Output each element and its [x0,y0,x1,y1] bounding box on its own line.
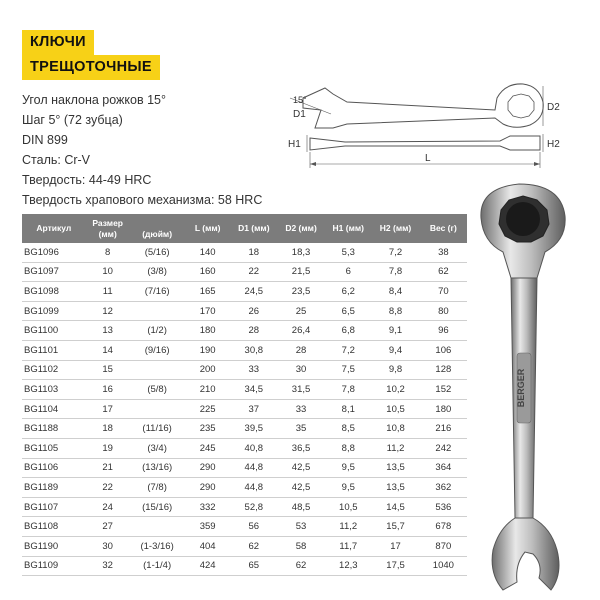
cell-d2: 53 [277,517,325,537]
cell-article: BG1097 [22,262,86,282]
table-row [22,458,467,478]
cell-size-in: (1/2) [130,321,185,341]
cell-weight: 242 [420,438,467,458]
cell-article: BG1189 [22,478,86,498]
size-mm-label: (мм) [98,228,117,239]
cell-size-in [130,360,185,380]
cell-h1: 7,8 [325,380,371,400]
brand-label: BERGER [516,368,526,408]
cell-size-in [130,399,185,419]
cell-d1: 39,5 [231,419,277,439]
l-label: L [425,153,431,164]
spec-angle: Угол наклона рожков 15° [22,93,166,107]
cell-d1: 30,8 [231,340,277,360]
cell-h1: 6 [325,262,371,282]
cell-d1: 44,8 [231,458,277,478]
cell-l: 235 [185,419,231,439]
table-row [22,340,467,360]
cell-h1: 6,8 [325,321,371,341]
cell-article: BG1109 [22,556,86,576]
spec-hardness: Твердость: 44-49 HRC [22,173,152,187]
cell-size-mm: 30 [86,536,130,556]
cell-weight: 96 [420,321,467,341]
spec-step: Шаг 5° (72 зубца) [22,113,123,127]
cell-d2: 42,5 [277,458,325,478]
cell-size-mm: 13 [86,321,130,341]
cell-article: BG1098 [22,282,86,302]
cell-l: 404 [185,536,231,556]
angle-label: 15° [293,95,307,105]
table-row [22,438,467,458]
cell-h2: 10,2 [371,380,419,400]
cell-size-mm: 12 [86,301,130,321]
cell-size-mm: 19 [86,438,130,458]
cell-d2: 21,5 [277,262,325,282]
cell-h1: 8,5 [325,419,371,439]
cell-article: BG1190 [22,536,86,556]
cell-h2: 8,8 [371,301,419,321]
cell-h2: 10,5 [371,399,419,419]
cell-d2: 33 [277,399,325,419]
table-row [22,360,467,380]
cell-h2: 7,8 [371,262,419,282]
cell-size-mm: 24 [86,497,130,517]
cell-weight: 870 [420,536,467,556]
cell-d2: 30 [277,360,325,380]
cell-h1: 10,5 [325,497,371,517]
cell-size-in: (5/16) [130,243,185,262]
cell-d1: 28 [231,321,277,341]
table-row [22,243,467,262]
table-header-row [22,214,467,243]
spec-list [22,90,262,210]
cell-size-in: (15/16) [130,497,185,517]
col-size-in [130,214,185,243]
table-row [22,262,467,282]
title-line-1: КЛЮЧИ [22,30,94,55]
cell-h1: 9,5 [325,478,371,498]
cell-d1: 52,8 [231,497,277,517]
cell-h2: 9,8 [371,360,419,380]
title-line-2: ТРЕЩОТОЧНЫЕ [22,55,160,80]
cell-d2: 36,5 [277,438,325,458]
col-size-mm [86,214,130,243]
cell-d2: 58 [277,536,325,556]
size-label: Размер [92,217,123,228]
cell-h2: 7,2 [371,243,419,262]
h1-label: H1 [288,139,301,150]
spec-table [22,214,467,576]
size-in-label: (дюйм) [142,228,173,239]
cell-size-in [130,301,185,321]
cell-size-mm: 16 [86,380,130,400]
cell-size-in: (1-1/4) [130,556,185,576]
cell-article: BG1102 [22,360,86,380]
cell-l: 245 [185,438,231,458]
cell-d1: 22 [231,262,277,282]
cell-size-in: (11/16) [130,419,185,439]
cell-size-mm: 15 [86,360,130,380]
col-d2: D2 (мм) [285,223,317,233]
cell-h1: 7,2 [325,340,371,360]
cell-h1: 11,2 [325,517,371,537]
spec-steel: Сталь: Cr-V [22,153,91,167]
cell-article: BG1099 [22,301,86,321]
cell-d2: 42,5 [277,478,325,498]
cell-d2: 35 [277,419,325,439]
cell-d2: 23,5 [277,282,325,302]
cell-d1: 62 [231,536,277,556]
cell-d1: 26 [231,301,277,321]
col-h2: H2 (мм) [379,223,412,233]
cell-d1: 33 [231,360,277,380]
cell-size-mm: 21 [86,458,130,478]
cell-d2: 31,5 [277,380,325,400]
cell-weight: 128 [420,360,467,380]
table-row [22,497,467,517]
cell-size-in: (3/4) [130,438,185,458]
cell-l: 160 [185,262,231,282]
cell-size-mm: 14 [86,340,130,360]
cell-article: BG1101 [22,340,86,360]
cell-d2: 18,3 [277,243,325,262]
cell-d2: 62 [277,556,325,576]
cell-h1: 5,3 [325,243,371,262]
cell-article: BG1104 [22,399,86,419]
table-row [22,419,467,439]
cell-l: 424 [185,556,231,576]
col-l: L (мм) [194,223,221,233]
table-row [22,399,467,419]
cell-h2: 9,1 [371,321,419,341]
cell-weight: 362 [420,478,467,498]
cell-h1: 8,1 [325,399,371,419]
d1-label: D1 [293,109,306,120]
cell-h2: 14,5 [371,497,419,517]
cell-weight: 180 [420,399,467,419]
cell-size-mm: 17 [86,399,130,419]
cell-size-mm: 32 [86,556,130,576]
cell-article: BG1100 [22,321,86,341]
cell-h1: 9,5 [325,458,371,478]
col-weight: Вес (г) [429,223,457,233]
cell-l: 170 [185,301,231,321]
cell-l: 200 [185,360,231,380]
cell-l: 140 [185,243,231,262]
cell-size-in: (3/8) [130,262,185,282]
cell-article: BG1103 [22,380,86,400]
cell-d1: 40,8 [231,438,277,458]
cell-weight: 678 [420,517,467,537]
cell-h1: 12,3 [325,556,371,576]
table-row [22,380,467,400]
h2-label: H2 [547,139,560,150]
cell-d2: 28 [277,340,325,360]
cell-h1: 6,5 [325,301,371,321]
cell-size-in: (7/8) [130,478,185,498]
cell-size-mm: 18 [86,419,130,439]
cell-size-in: (9/16) [130,340,185,360]
cell-h1: 8,8 [325,438,371,458]
cell-size-mm: 11 [86,282,130,302]
cell-d1: 56 [231,517,277,537]
cell-article: BG1105 [22,438,86,458]
cell-h2: 15,7 [371,517,419,537]
cell-h1: 11,7 [325,536,371,556]
cell-size-in: (1-3/16) [130,536,185,556]
table-row [22,517,467,537]
col-h1: H1 (мм) [332,223,365,233]
cell-d1: 65 [231,556,277,576]
cell-h2: 13,5 [371,478,419,498]
cell-weight: 62 [420,262,467,282]
cell-h2: 9,4 [371,340,419,360]
cell-article: BG1107 [22,497,86,517]
spec-din: DIN 899 [22,133,68,147]
cell-article: BG1108 [22,517,86,537]
cell-h2: 17 [371,536,419,556]
cell-h2: 13,5 [371,458,419,478]
cell-l: 332 [185,497,231,517]
cell-weight: 536 [420,497,467,517]
cell-h2: 11,2 [371,438,419,458]
wrench-image [467,178,582,598]
spec-ratchet-hardness: Твердость храпового механизма: 58 HRC [22,193,263,207]
table-row [22,536,467,556]
col-d1: D1 (мм) [238,223,270,233]
table-row [22,556,467,576]
cell-article: BG1188 [22,419,86,439]
cell-d1: 24,5 [231,282,277,302]
cell-size-in: (7/16) [130,282,185,302]
cell-size-in [130,517,185,537]
cell-weight: 38 [420,243,467,262]
cell-weight: 70 [420,282,467,302]
cell-l: 359 [185,517,231,537]
cell-d1: 34,5 [231,380,277,400]
table-row [22,478,467,498]
cell-h1: 7,5 [325,360,371,380]
cell-size-mm: 10 [86,262,130,282]
table-row [22,321,467,341]
cell-weight: 80 [420,301,467,321]
cell-h2: 8,4 [371,282,419,302]
cell-size-mm: 22 [86,478,130,498]
technical-drawing [285,80,575,180]
cell-d2: 26,4 [277,321,325,341]
cell-l: 190 [185,340,231,360]
cell-h2: 17,5 [371,556,419,576]
cell-l: 180 [185,321,231,341]
cell-article: BG1096 [22,243,86,262]
cell-weight: 106 [420,340,467,360]
cell-d2: 25 [277,301,325,321]
cell-l: 290 [185,478,231,498]
cell-size-in: (5/8) [130,380,185,400]
cell-article: BG1106 [22,458,86,478]
cell-size-mm: 8 [86,243,130,262]
cell-l: 225 [185,399,231,419]
cell-weight: 1040 [420,556,467,576]
table-row [22,301,467,321]
cell-l: 165 [185,282,231,302]
cell-l: 210 [185,380,231,400]
cell-h1: 6,2 [325,282,371,302]
col-article: Артикул [36,223,72,233]
cell-d2: 48,5 [277,497,325,517]
cell-size-in: (13/16) [130,458,185,478]
cell-size-mm: 27 [86,517,130,537]
cell-weight: 364 [420,458,467,478]
cell-l: 290 [185,458,231,478]
d2-label: D2 [547,102,560,113]
cell-h2: 10,8 [371,419,419,439]
table-row [22,282,467,302]
cell-weight: 152 [420,380,467,400]
cell-d1: 37 [231,399,277,419]
cell-d1: 44,8 [231,478,277,498]
cell-d1: 18 [231,243,277,262]
cell-weight: 216 [420,419,467,439]
